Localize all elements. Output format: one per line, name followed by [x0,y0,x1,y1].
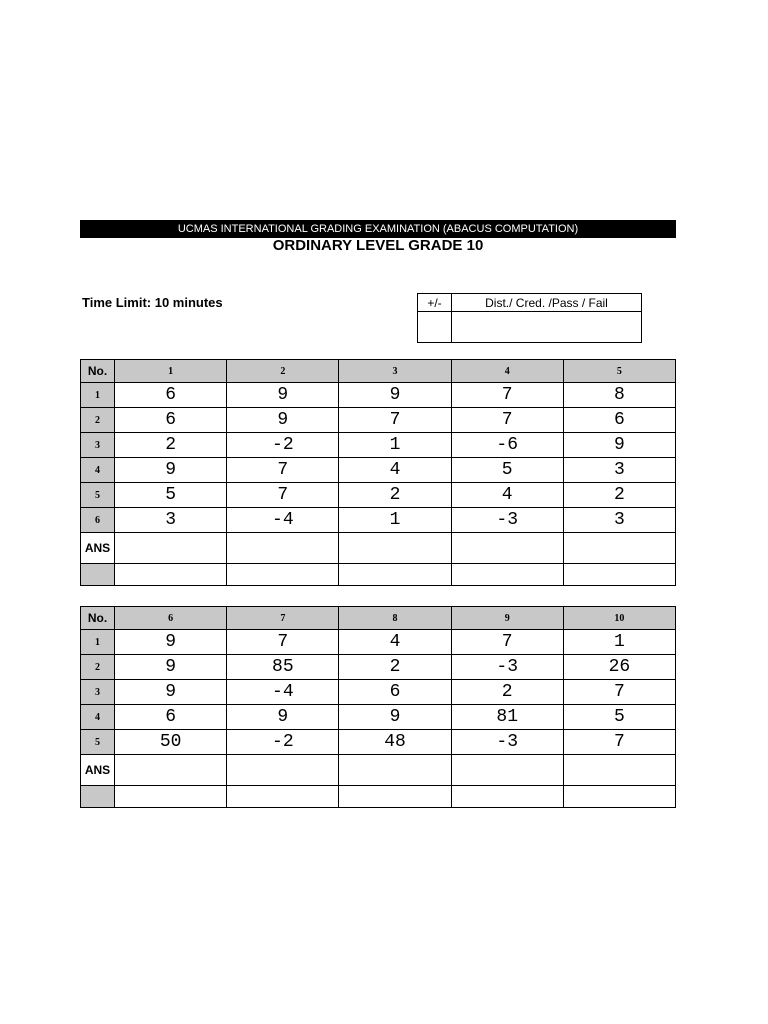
mark-field[interactable] [339,786,451,808]
row-number: 1 [81,383,115,408]
question-number-header: 10 [563,607,675,630]
problem-value: -3 [451,655,563,680]
problem-value: 3 [563,508,675,533]
grade-box-sign-header: +/- [418,294,452,312]
problem-value: 6 [115,408,227,433]
problem-value: 1 [563,630,675,655]
row-number: 1 [81,630,115,655]
problem-value: 6 [115,383,227,408]
blank-row-label [81,786,115,808]
problem-value: -4 [227,680,339,705]
answer-field[interactable] [451,533,563,564]
row-number: 6 [81,508,115,533]
level-title: ORDINARY LEVEL GRADE 10 [272,237,484,254]
problem-value: 81 [451,705,563,730]
answer-field[interactable] [339,533,451,564]
answer-field[interactable] [563,533,675,564]
problem-value: 9 [563,433,675,458]
question-number-header: 3 [339,360,451,383]
no-header: No. [81,360,115,383]
row-number: 3 [81,433,115,458]
problem-value: 9 [227,383,339,408]
problem-value: 7 [563,680,675,705]
problem-value: 48 [339,730,451,755]
problem-value: 2 [563,483,675,508]
time-limit-label: Time Limit: 10 minutes [82,295,223,310]
question-number-header: 6 [115,607,227,630]
question-number-header: 1 [115,360,227,383]
problem-value: 85 [227,655,339,680]
problem-value: 6 [563,408,675,433]
problem-value: 7 [451,408,563,433]
problem-value: 7 [451,383,563,408]
mark-field[interactable] [451,786,563,808]
problem-value: 4 [339,458,451,483]
problem-value: 9 [227,705,339,730]
problem-value: 7 [563,730,675,755]
problem-value: 7 [227,630,339,655]
problem-value: 5 [115,483,227,508]
no-header: No. [81,607,115,630]
question-number-header: 2 [227,360,339,383]
problem-value: 7 [227,458,339,483]
question-number-header: 5 [563,360,675,383]
problem-value: 7 [451,630,563,655]
problem-value: 9 [339,383,451,408]
problem-value: -6 [451,433,563,458]
problem-value: 9 [115,655,227,680]
row-number: 2 [81,655,115,680]
problem-value: 3 [115,508,227,533]
problem-value: 3 [563,458,675,483]
problem-value: 8 [563,383,675,408]
problem-value: 50 [115,730,227,755]
question-table-1 [80,359,676,586]
question-number-header: 8 [339,607,451,630]
problem-value: 5 [563,705,675,730]
ans-label: ANS [81,755,115,786]
problem-value: -3 [451,508,563,533]
grade-box-result-field[interactable] [452,312,642,343]
mark-field[interactable] [227,786,339,808]
row-number: 2 [81,408,115,433]
blank-row-label [81,564,115,586]
problem-value: 1 [339,433,451,458]
mark-field[interactable] [115,786,227,808]
row-number: 4 [81,458,115,483]
problem-value: -4 [227,508,339,533]
question-number-header: 7 [227,607,339,630]
answer-field[interactable] [451,755,563,786]
problem-value: -2 [227,730,339,755]
problem-value: 9 [227,408,339,433]
problem-value: 4 [339,630,451,655]
mark-field[interactable] [451,564,563,586]
grade-box-sign-field[interactable] [418,312,452,343]
grade-box [417,293,642,343]
answer-field[interactable] [115,533,227,564]
problem-value: 5 [451,458,563,483]
row-number: 5 [81,483,115,508]
exam-banner: UCMAS INTERNATIONAL GRADING EXAMINATION (ABACUS COMPUTATION) [80,220,676,238]
problem-value: 26 [563,655,675,680]
answer-field[interactable] [115,755,227,786]
problem-value: 2 [451,680,563,705]
row-number: 4 [81,705,115,730]
question-number-header: 4 [451,360,563,383]
answer-field[interactable] [339,755,451,786]
problem-value: -3 [451,730,563,755]
question-number-header: 9 [451,607,563,630]
answer-field[interactable] [563,755,675,786]
problem-value: 9 [115,630,227,655]
answer-field[interactable] [227,755,339,786]
mark-field[interactable] [563,786,675,808]
row-number: 5 [81,730,115,755]
problem-value: 7 [227,483,339,508]
problem-value: 2 [339,655,451,680]
mark-field[interactable] [115,564,227,586]
problem-value: 9 [339,705,451,730]
mark-field[interactable] [563,564,675,586]
problem-value: -2 [227,433,339,458]
problem-value: 6 [339,680,451,705]
problem-value: 4 [451,483,563,508]
mark-field[interactable] [339,564,451,586]
question-table-2 [80,606,676,808]
problem-value: 7 [339,408,451,433]
problem-value: 2 [339,483,451,508]
row-number: 3 [81,680,115,705]
problem-value: 6 [115,705,227,730]
grade-box-result-header: Dist./ Cred. /Pass / Fail [452,294,642,312]
problem-value: 9 [115,680,227,705]
ans-label: ANS [81,533,115,564]
mark-field[interactable] [227,564,339,586]
answer-field[interactable] [227,533,339,564]
problem-value: 9 [115,458,227,483]
problem-value: 1 [339,508,451,533]
problem-value: 2 [115,433,227,458]
